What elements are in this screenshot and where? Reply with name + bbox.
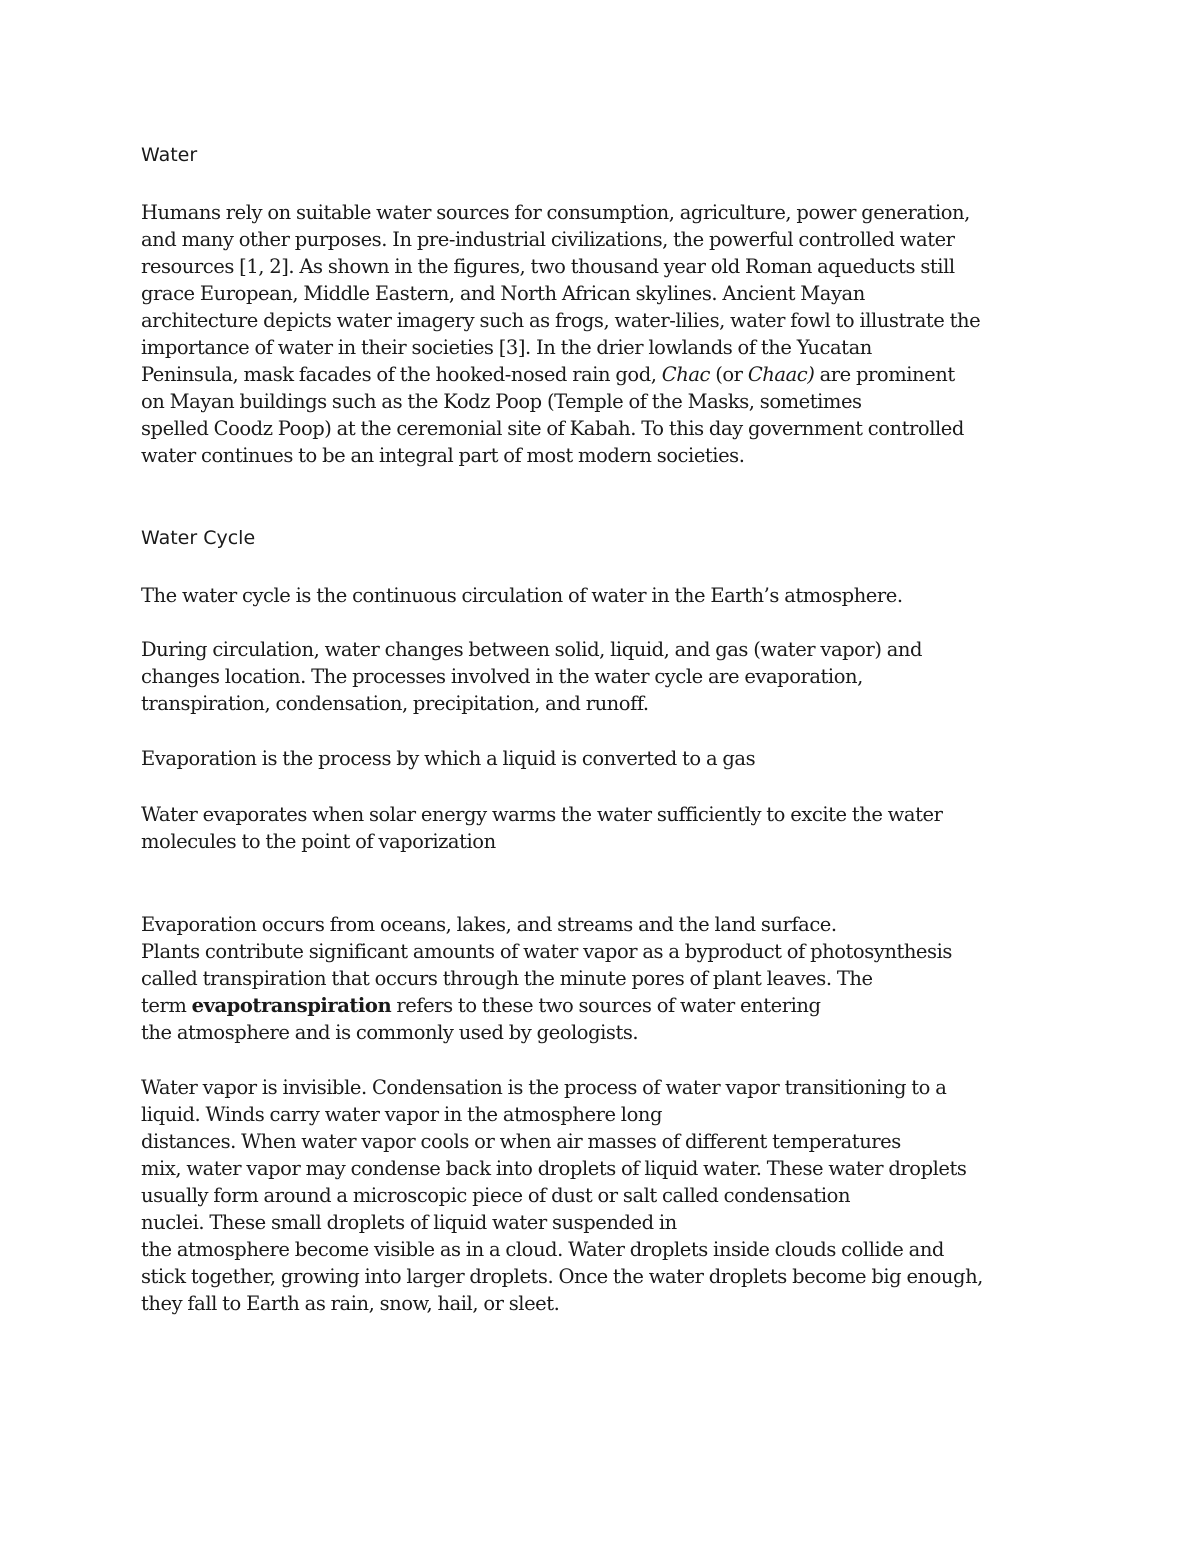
text-line: and many other purposes. In pre-industrial civilizations, the powerful controlled water xyxy=(141,228,955,252)
text-line: water continues to be an integral part of most modern societies. xyxy=(141,444,745,468)
text-line xyxy=(141,361,980,388)
text-line: architecture depicts water imagery such as frogs, water-lilies, water fowl to illustrate the xyxy=(141,309,981,333)
text-line: the atmosphere and is commonly used by geologists. xyxy=(141,1021,639,1045)
heading-water: Water xyxy=(141,144,198,166)
text-line: molecules to the point of vaporization xyxy=(141,830,496,854)
text-line: they fall to Earth as rain, snow, hail, or sleet. xyxy=(141,1292,560,1316)
heading-water-cycle: Water Cycle xyxy=(141,527,256,549)
bold-term-evapotranspiration: evapotranspiration xyxy=(191,994,392,1018)
paragraph-evaporation-energy xyxy=(141,801,942,855)
text-line: Humans rely on suitable water sources for consumption, agriculture, power generation, xyxy=(141,201,970,224)
text-line xyxy=(141,992,952,1019)
text-line: grace European, Middle Eastern, and North African skylines. Ancient Mayan xyxy=(141,282,865,306)
text-line: distances. When water vapor cools or when air masses of different temperatures xyxy=(141,1130,901,1154)
text-line: During circulation, water changes between solid, liquid, and gas (water vapor) and xyxy=(141,638,923,661)
text-line: nuclei. These small droplets of liquid water suspended in xyxy=(141,1211,677,1235)
paragraph-evaporation-definition xyxy=(141,745,755,772)
text-line: transpiration, condensation, precipitation, and runoff. xyxy=(141,692,649,716)
text-run: (or xyxy=(709,363,748,387)
text-line: called transpiration that occurs through the minute pores of plant leaves. The xyxy=(141,967,873,991)
text-line: spelled Coodz Poop) at the ceremonial site of Kabah. To this day government controlled xyxy=(141,417,964,441)
text-line: Evaporation is the process by which a liquid is converted to a gas xyxy=(141,747,756,770)
paragraph-condensation xyxy=(141,1074,983,1317)
text-line: stick together, growing into larger droplets. Once the water droplets become big enough, xyxy=(141,1265,983,1289)
text-line: Evaporation occurs from oceans, lakes, and streams and the land surface. xyxy=(141,913,837,936)
text-run: refers to these two sources of water entering xyxy=(391,994,821,1018)
text-line: the atmosphere become visible as in a cloud. Water droplets inside clouds collide and xyxy=(141,1238,944,1262)
paragraph-circulation xyxy=(141,636,922,717)
text-line: importance of water in their societies [3]. In the drier lowlands of the Yucatan xyxy=(141,336,872,360)
text-line: resources [1, 2]. As shown in the figures, two thousand year old Roman aqueducts still xyxy=(141,255,955,279)
text-line: changes location. The processes involved in the water cycle are evaporation, xyxy=(141,665,863,689)
text-run: are prominent xyxy=(814,363,955,387)
text-line: usually form around a microscopic piece of dust or salt called condensation xyxy=(141,1184,851,1208)
paragraph-water-intro xyxy=(141,199,980,469)
italic-term-chaac: Chaac) xyxy=(747,363,815,387)
text-line: on Mayan buildings such as the Kodz Poop (Temple of the Masks, sometimes xyxy=(141,390,862,414)
paragraph-evapotranspiration xyxy=(141,911,952,1046)
text-line: liquid. Winds carry water vapor in the atmosphere long xyxy=(141,1103,663,1127)
text-run: term xyxy=(141,994,192,1018)
text-line: Water evaporates when solar energy warms the water sufficiently to excite the water xyxy=(141,803,943,826)
text-line: mix, water vapor may condense back into droplets of liquid water. These water droplets xyxy=(141,1157,967,1181)
text-line: Plants contribute significant amounts of water vapor as a byproduct of photosynthesis xyxy=(141,940,952,964)
paragraph-cycle-definition xyxy=(141,582,903,609)
italic-term-chac: Chac xyxy=(661,363,710,387)
text-run: Peninsula, mask facades of the hooked-nosed rain god, xyxy=(141,363,662,387)
text-line: Water vapor is invisible. Condensation is the process of water vapor transitioning to a xyxy=(141,1076,947,1099)
text-line: The water cycle is the continuous circulation of water in the Earth’s atmosphere. xyxy=(141,584,903,607)
